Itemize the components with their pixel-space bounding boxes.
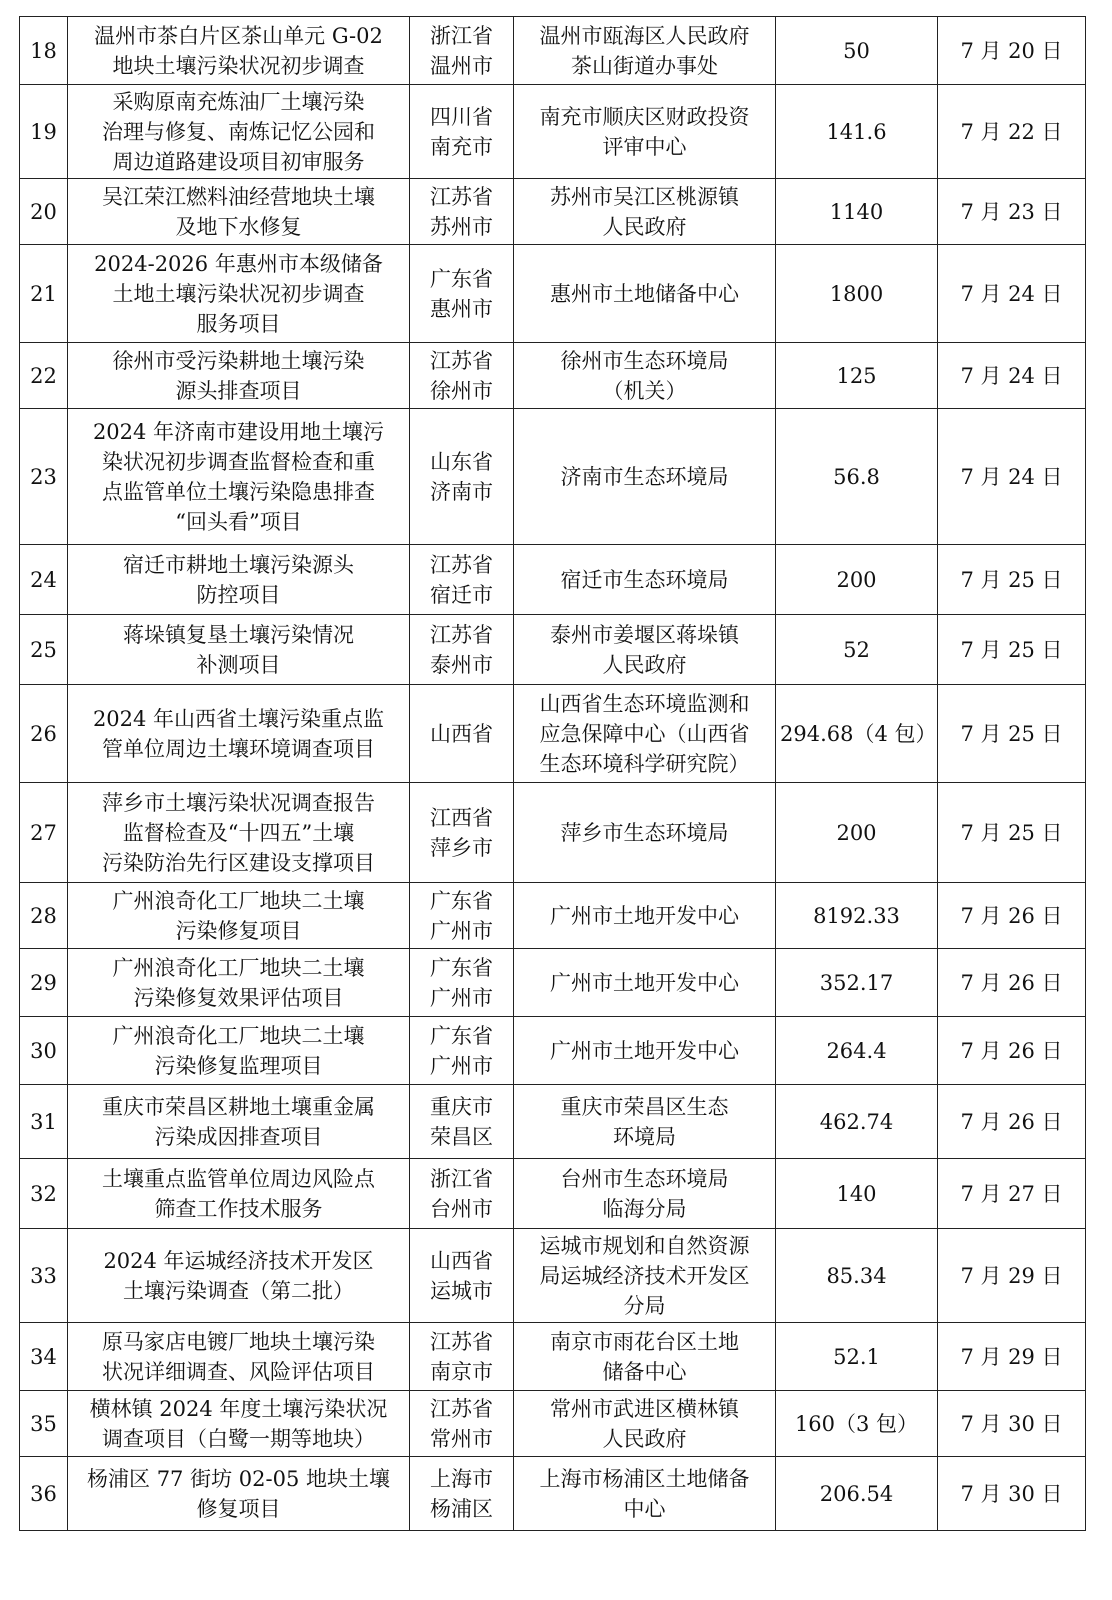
- project-name-cell: 广州浪奇化工厂地块二土壤 污染修复监理项目: [68, 1017, 410, 1085]
- region-cell: 江苏省 徐州市: [410, 343, 514, 409]
- date-cell: 7 月 22 日: [938, 85, 1086, 179]
- budget-amount-cell: 352.17: [776, 949, 938, 1017]
- budget-amount-cell: 462.74: [776, 1085, 938, 1159]
- region-cell: 广东省 惠州市: [410, 245, 514, 343]
- region-cell: 广东省 广州市: [410, 883, 514, 949]
- row-number-cell: 34: [20, 1323, 68, 1391]
- purchaser-cell: 广州市土地开发中心: [514, 949, 776, 1017]
- table-row: [20, 1323, 1086, 1391]
- budget-amount-cell: 141.6: [776, 85, 938, 179]
- region-cell: 山西省: [410, 685, 514, 783]
- region-cell: 广东省 广州市: [410, 949, 514, 1017]
- project-name-cell: 温州市茶白片区茶山单元 G-02 地块土壤污染状况初步调查: [68, 17, 410, 85]
- project-name-cell: 2024 年济南市建设用地土壤污 染状况初步调查监督检查和重 点监管单位土壤污染隐患排查 “回头看”项目: [68, 409, 410, 545]
- date-cell: 7 月 25 日: [938, 685, 1086, 783]
- table-row: [20, 343, 1086, 409]
- purchaser-cell: 温州市瓯海区人民政府 茶山街道办事处: [514, 17, 776, 85]
- budget-amount-cell: 160（3 包）: [776, 1391, 938, 1457]
- purchaser-cell: 山西省生态环境监测和 应急保障中心（山西省 生态环境科学研究院）: [514, 685, 776, 783]
- budget-amount-cell: 200: [776, 783, 938, 883]
- budget-amount-cell: 56.8: [776, 409, 938, 545]
- row-number-cell: 36: [20, 1457, 68, 1531]
- region-cell: 江西省 萍乡市: [410, 783, 514, 883]
- date-cell: 7 月 30 日: [938, 1391, 1086, 1457]
- budget-amount-cell: 8192.33: [776, 883, 938, 949]
- row-number-cell: 30: [20, 1017, 68, 1085]
- table-row: [20, 1457, 1086, 1531]
- project-name-cell: 土壤重点监管单位周边风险点 筛查工作技术服务: [68, 1159, 410, 1229]
- project-name-cell: 杨浦区 77 街坊 02-05 地块土壤 修复项目: [68, 1457, 410, 1531]
- date-cell: 7 月 29 日: [938, 1323, 1086, 1391]
- row-number-cell: 26: [20, 685, 68, 783]
- date-cell: 7 月 24 日: [938, 343, 1086, 409]
- table-row: [20, 545, 1086, 615]
- row-number-cell: 31: [20, 1085, 68, 1159]
- budget-amount-cell: 52: [776, 615, 938, 685]
- project-name-cell: 横林镇 2024 年度土壤污染状况 调查项目（白鹭一期等地块）: [68, 1391, 410, 1457]
- region-cell: 上海市 杨浦区: [410, 1457, 514, 1531]
- table-row: [20, 1159, 1086, 1229]
- table-row: [20, 1391, 1086, 1457]
- date-cell: 7 月 25 日: [938, 615, 1086, 685]
- project-name-cell: 采购原南充炼油厂土壤污染 治理与修复、南炼记忆公园和 周边道路建设项目初审服务: [68, 85, 410, 179]
- row-number-cell: 23: [20, 409, 68, 545]
- region-cell: 广东省 广州市: [410, 1017, 514, 1085]
- region-cell: 江苏省 常州市: [410, 1391, 514, 1457]
- project-name-cell: 广州浪奇化工厂地块二土壤 污染修复项目: [68, 883, 410, 949]
- row-number-cell: 21: [20, 245, 68, 343]
- budget-amount-cell: 206.54: [776, 1457, 938, 1531]
- project-name-cell: 2024 年山西省土壤污染重点监 管单位周边土壤环境调查项目: [68, 685, 410, 783]
- budget-amount-cell: 52.1: [776, 1323, 938, 1391]
- table-body: [20, 17, 1086, 1531]
- date-cell: 7 月 24 日: [938, 245, 1086, 343]
- purchaser-cell: 重庆市荣昌区生态 环境局: [514, 1085, 776, 1159]
- project-name-cell: 原马家店电镀厂地块土壤污染 状况详细调查、风险评估项目: [68, 1323, 410, 1391]
- row-number-cell: 20: [20, 179, 68, 245]
- region-cell: 山东省 济南市: [410, 409, 514, 545]
- row-number-cell: 18: [20, 17, 68, 85]
- purchaser-cell: 运城市规划和自然资源 局运城经济技术开发区 分局: [514, 1229, 776, 1323]
- date-cell: 7 月 20 日: [938, 17, 1086, 85]
- budget-amount-cell: 1800: [776, 245, 938, 343]
- purchaser-cell: 徐州市生态环境局 （机关）: [514, 343, 776, 409]
- row-number-cell: 29: [20, 949, 68, 1017]
- row-number-cell: 27: [20, 783, 68, 883]
- table-row: [20, 179, 1086, 245]
- region-cell: 重庆市 荣昌区: [410, 1085, 514, 1159]
- row-number-cell: 32: [20, 1159, 68, 1229]
- table-row: [20, 1085, 1086, 1159]
- purchaser-cell: 常州市武进区横林镇 人民政府: [514, 1391, 776, 1457]
- project-name-cell: 重庆市荣昌区耕地土壤重金属 污染成因排查项目: [68, 1085, 410, 1159]
- purchaser-cell: 广州市土地开发中心: [514, 883, 776, 949]
- purchaser-cell: 惠州市土地储备中心: [514, 245, 776, 343]
- row-number-cell: 19: [20, 85, 68, 179]
- budget-amount-cell: 264.4: [776, 1017, 938, 1085]
- budget-amount-cell: 294.68（4 包）: [776, 685, 938, 783]
- table-row: [20, 85, 1086, 179]
- date-cell: 7 月 26 日: [938, 1085, 1086, 1159]
- budget-amount-cell: 50: [776, 17, 938, 85]
- region-cell: 浙江省 台州市: [410, 1159, 514, 1229]
- purchaser-cell: 济南市生态环境局: [514, 409, 776, 545]
- table-row: [20, 1017, 1086, 1085]
- region-cell: 山西省 运城市: [410, 1229, 514, 1323]
- table-row: [20, 685, 1086, 783]
- table-row: [20, 615, 1086, 685]
- region-cell: 四川省 南充市: [410, 85, 514, 179]
- date-cell: 7 月 29 日: [938, 1229, 1086, 1323]
- table-row: [20, 949, 1086, 1017]
- project-name-cell: 徐州市受污染耕地土壤污染 源头排查项目: [68, 343, 410, 409]
- table-row: [20, 17, 1086, 85]
- project-name-cell: 广州浪奇化工厂地块二土壤 污染修复效果评估项目: [68, 949, 410, 1017]
- purchaser-cell: 南充市顺庆区财政投资 评审中心: [514, 85, 776, 179]
- project-name-cell: 萍乡市土壤污染状况调查报告 监督检查及“十四五”土壤 污染防治先行区建设支撑项目: [68, 783, 410, 883]
- project-name-cell: 2024 年运城经济技术开发区 土壤污染调查（第二批）: [68, 1229, 410, 1323]
- budget-amount-cell: 85.34: [776, 1229, 938, 1323]
- budget-amount-cell: 125: [776, 343, 938, 409]
- region-cell: 江苏省 泰州市: [410, 615, 514, 685]
- table-row: [20, 783, 1086, 883]
- project-name-cell: 宿迁市耕地土壤污染源头 防控项目: [68, 545, 410, 615]
- project-name-cell: 吴江荣江燃料油经营地块土壤 及地下水修复: [68, 179, 410, 245]
- budget-amount-cell: 200: [776, 545, 938, 615]
- purchaser-cell: 南京市雨花台区土地 储备中心: [514, 1323, 776, 1391]
- purchaser-cell: 上海市杨浦区土地储备 中心: [514, 1457, 776, 1531]
- date-cell: 7 月 24 日: [938, 409, 1086, 545]
- table-row: [20, 245, 1086, 343]
- region-cell: 浙江省 温州市: [410, 17, 514, 85]
- region-cell: 江苏省 宿迁市: [410, 545, 514, 615]
- budget-amount-cell: 140: [776, 1159, 938, 1229]
- table-row: [20, 409, 1086, 545]
- row-number-cell: 33: [20, 1229, 68, 1323]
- purchaser-cell: 宿迁市生态环境局: [514, 545, 776, 615]
- date-cell: 7 月 23 日: [938, 179, 1086, 245]
- purchaser-cell: 泰州市姜堰区蒋垛镇 人民政府: [514, 615, 776, 685]
- table-row: [20, 1229, 1086, 1323]
- date-cell: 7 月 27 日: [938, 1159, 1086, 1229]
- date-cell: 7 月 25 日: [938, 545, 1086, 615]
- row-number-cell: 24: [20, 545, 68, 615]
- project-name-cell: 蒋垛镇复垦土壤污染情况 补测项目: [68, 615, 410, 685]
- budget-amount-cell: 1140: [776, 179, 938, 245]
- date-cell: 7 月 25 日: [938, 783, 1086, 883]
- date-cell: 7 月 26 日: [938, 883, 1086, 949]
- row-number-cell: 25: [20, 615, 68, 685]
- purchaser-cell: 苏州市吴江区桃源镇 人民政府: [514, 179, 776, 245]
- region-cell: 江苏省 苏州市: [410, 179, 514, 245]
- date-cell: 7 月 26 日: [938, 1017, 1086, 1085]
- project-name-cell: 2024-2026 年惠州市本级储备 土地土壤污染状况初步调查 服务项目: [68, 245, 410, 343]
- date-cell: 7 月 26 日: [938, 949, 1086, 1017]
- purchaser-cell: 台州市生态环境局 临海分局: [514, 1159, 776, 1229]
- row-number-cell: 22: [20, 343, 68, 409]
- region-cell: 江苏省 南京市: [410, 1323, 514, 1391]
- table-row: [20, 883, 1086, 949]
- row-number-cell: 28: [20, 883, 68, 949]
- purchaser-cell: 萍乡市生态环境局: [514, 783, 776, 883]
- procurement-table: [19, 16, 1086, 1531]
- purchaser-cell: 广州市土地开发中心: [514, 1017, 776, 1085]
- row-number-cell: 35: [20, 1391, 68, 1457]
- date-cell: 7 月 30 日: [938, 1457, 1086, 1531]
